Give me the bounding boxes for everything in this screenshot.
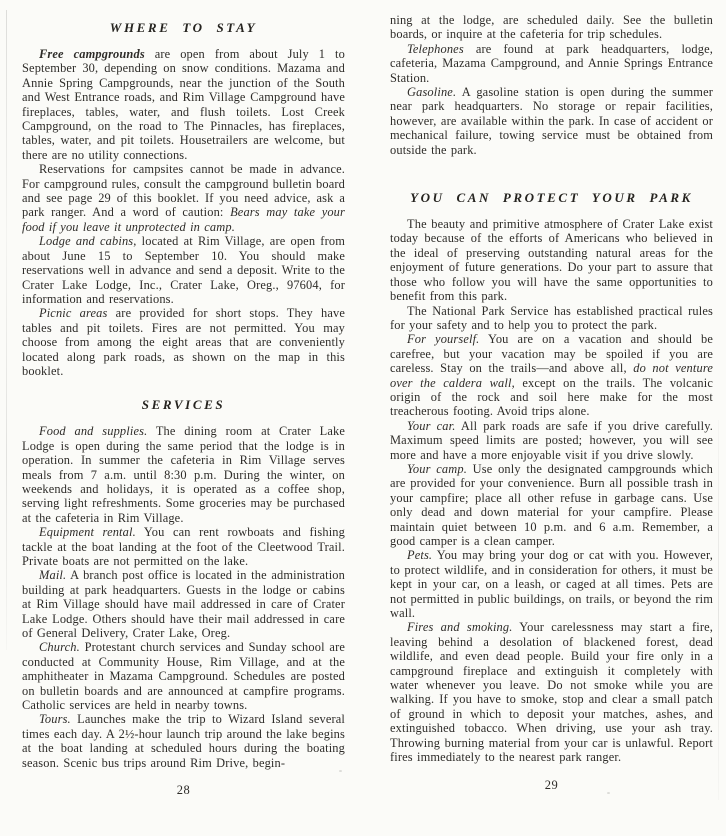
emphasized-text: Food and supplies.: [39, 424, 148, 439]
paragraph: [22, 712, 345, 770]
body-text: are found at park headquarters, lodge, cafeteria, Mazama Campground, and Annie Springs Entrance Station.: [390, 41, 713, 85]
body-text: Reservations for campsites cannot be made in advance. For campground rules, consult the campground bulletin board and see page 29 of this booklet. If you need advice, ask a park ranger. And a word of caution:: [22, 162, 345, 220]
body-text: The National Park Service has established practical rules for your safety and to help you to protect the park.: [390, 303, 713, 332]
body-text: , located at Rim Village, are open from about June 15 to September 10. You should make reservations well in advance and send a deposit. Write to the Crater Lake Lodge, Inc., Crater Lake, Oreg., 97604, for information and reservations.: [22, 234, 345, 306]
emphasized-text: Church.: [39, 640, 80, 655]
paragraph: [22, 640, 345, 712]
page-content: [22, 13, 345, 770]
paragraph: [22, 162, 345, 234]
paragraph: [390, 85, 713, 157]
emphasized-text: do not venture over the caldera wall,: [390, 361, 713, 390]
body-text: All park roads are safe if you drive carefully. Maximum speed limits are posted; however, you will see more and have a more enjoyable visit if you drive slowly.: [390, 418, 713, 462]
body-text: are open from about July 1 to September 30, depending on snow conditions. Mazama and Annie Spring Campgrounds, near the junction of the South and West Entrance roads, and Rim Village Campground have fireplaces, tables, water, and flush toilets. Lost Creek Campground, on the road to The Pinnacles, has fireplaces, tables, water, and pit toilets. Housetrailers are welcome, but there are no utility connections.: [22, 47, 345, 162]
emphasized-text: Pets.: [407, 548, 433, 563]
paragraph: [22, 525, 345, 568]
paragraph: [22, 234, 345, 306]
paragraph: [22, 47, 345, 162]
emphasized-text: Your car.: [407, 418, 456, 433]
page-content: [390, 13, 713, 765]
body-text: You may bring your dog or cat with you. However, to protect wildlife, and in consideration for others, it must be kept in your car, on a leash, or caged at all times. Pets are not permitted in public buildings, on trails, or beyond the rim wall.: [390, 548, 713, 621]
paragraph: [390, 217, 713, 303]
page-left: [22, 13, 345, 836]
body-text: Launches make the trip to Wizard Island several times each day. A 2½-hour launch trip around the lake begins at the boat landing at scheduled hours during the boating season. Scenic bus trips around Rim Drive, begin-: [22, 712, 345, 770]
body-text: except on the trails. The volcanic origin of the rock and soil here make for the most treacherous footing. Avoid trips alone.: [390, 375, 714, 419]
paragraph: [22, 568, 345, 640]
emphasized-text: Telephones: [407, 41, 464, 56]
body-text: The dining room at Crater Lake Lodge is open during the same period that the lodge is in operation. In summer the cafeteria in Rim Village serves meals from 7 a.m. until 8:30 p.m. During the winter, on weekends and holidays, it is operated as a coffee shop, serving light refreshments. Some groceries may be purchased at the cafeteria in Rim Village.: [22, 424, 345, 525]
page-right: [390, 13, 713, 836]
body-text: Use only the designated campgrounds which are provided for your convenience. Burn all possible trash in your campfire; place all other refuse in garbage cans. Use only dead and down material for your campfire. Please maintain quiet between 10 p.m. and 6 a.m. Remember, a good camper is a clean camper.: [390, 461, 713, 548]
paragraph: [390, 332, 713, 418]
paragraph: [390, 304, 713, 333]
body-text: You are on a vacation and should be carefree, but your vacation may be spoiled if you are careless. Stay on the trails—and above all,: [390, 332, 713, 376]
body-text: A branch post office is located in the administration building at park headquarters. Guests in the lodge or cabins at Rim Village should have mail addressed in care of Crater Lake Lodge. Others should have their mail addressed in care of General Delivery, Crater Lake, Oreg.: [22, 568, 345, 641]
body-text: are provided for short stops. They have tables and pit toilets. Fires are not permitted. You may choose from among the eight areas that are conveniently located along park roads, as shown on the map in this booklet.: [22, 306, 345, 378]
body-text: A gasoline station is open during the summer near park headquarters. No storage or repair facilities, however, are available within the park. In case of accident or mechanical failure, towing service must be obtained from outside the park.: [390, 85, 713, 157]
section-heading: WHERE TO STAY: [109, 20, 258, 35]
paragraph: [390, 548, 713, 620]
emphasized-text: Equipment rental.: [39, 525, 136, 540]
emphasized-text: Free campgrounds: [39, 47, 145, 61]
body-text: Your carelessness may start a fire, leaving behind a desolation of blackened forest, dead wildlife, and even dead people. Build your fire only in a campground fireplace and extinguish it completely with water whenever you leave. Do not smoke while you are walking. If you have to smoke, stop and clear a small patch of ground in which to deposit your matches, ashes, and extinguished tobacco. When driving, use your ash tray. Throwing burning material from your car is unlawful. Report fires immediately to the nearest park ranger.: [390, 620, 713, 765]
page-number: 29: [544, 777, 559, 792]
paragraph: [390, 419, 713, 462]
paragraph: [390, 620, 713, 764]
body-text: You can rent rowboats and fishing tackle at the boat landing at the foot of the Cleetwood Trail. Private boats are not permitted on the lake.: [22, 525, 345, 568]
emphasized-text: Fires and smoking.: [407, 620, 513, 635]
section-heading: YOU CAN PROTECT YOUR PARK: [410, 190, 693, 206]
body-text: ning at the lodge, are scheduled daily. See the bulletin boards, or inquire at the cafeteria for trip schedules.: [390, 13, 713, 42]
page-number: 28: [176, 783, 191, 798]
paragraph: [22, 306, 345, 378]
paragraph: [390, 13, 713, 42]
emphasized-text: For yourself.: [407, 332, 480, 347]
emphasized-text: Your camp.: [407, 461, 467, 476]
body-text: Protestant church services and Sunday school are conducted at Community House, Rim Village, and at the amphitheater in Mazama Campground. Schedules are posted on bulletin boards and are announced at campfire programs. Catholic services are held in nearby towns.: [22, 640, 345, 713]
emphasized-text: Bears may take your food if you leave it unprotected in camp.: [22, 205, 346, 234]
paragraph: [22, 424, 345, 525]
emphasized-text: Mail.: [39, 568, 67, 583]
emphasized-text: Lodge and cabins: [39, 234, 134, 249]
body-text: The beauty and primitive atmosphere of Crater Lake exist today because of the efforts of Americans who believed in the ideal of preserving outstanding natural areas for the enjoyment of future generations. Do your part to assure that those who follow you will have the same opportunities to benefit from this park.: [390, 217, 713, 304]
emphasized-text: Gasoline.: [407, 85, 457, 100]
paragraph: [390, 462, 713, 548]
emphasized-text: Tours.: [39, 712, 71, 727]
section-heading: SERVICES: [141, 397, 226, 413]
emphasized-text: Picnic areas: [39, 306, 108, 321]
paragraph: [390, 42, 713, 85]
